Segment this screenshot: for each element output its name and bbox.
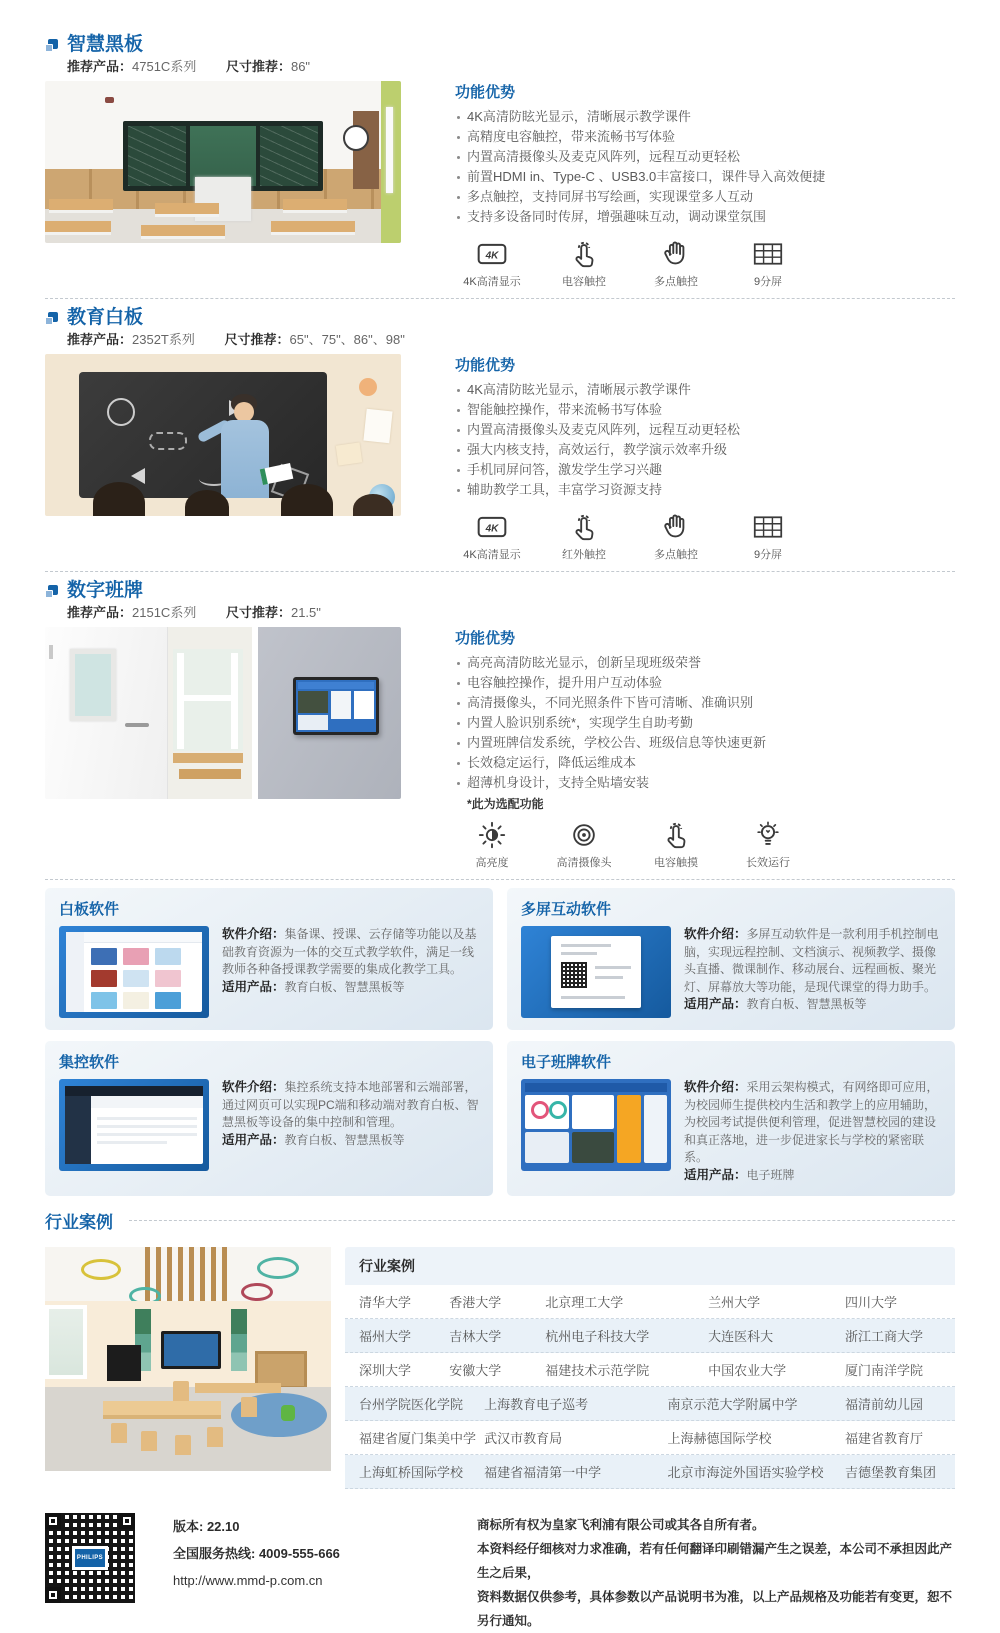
thumb-tile <box>123 948 149 965</box>
badge-label: 9分屏 <box>753 276 783 288</box>
thumb-tile <box>91 992 117 1009</box>
case-item: 南京示范大学附属中学 <box>667 1397 798 1412</box>
product-meta <box>67 59 955 75</box>
case-item: 上海虹桥国际学校 <box>359 1465 464 1480</box>
features-title: 功能优势 <box>455 84 516 101</box>
features-title: 功能优势 <box>455 357 516 374</box>
thumb-toolbar <box>84 932 202 943</box>
case-item: 吉林大学 <box>449 1329 502 1344</box>
thumb-orange-panel <box>617 1095 641 1163</box>
cases-table-title: 行业案例 <box>345 1247 955 1285</box>
photo-chair <box>175 1435 191 1455</box>
contact-info <box>173 1513 340 1594</box>
thumb-header <box>525 1083 667 1092</box>
recommended-size-label: 尺寸推荐： <box>224 332 290 347</box>
feature-item: 电容触控操作，提升用户互动体验 <box>455 673 955 693</box>
photo-sign-card <box>331 691 351 719</box>
software-description <box>222 1079 479 1171</box>
long-run-icon <box>753 820 783 850</box>
thumb-qr-code <box>561 962 587 988</box>
recommended-product-label: 推荐产品： <box>67 59 133 74</box>
case-item: 北京市海淀外国语实验学校 <box>667 1465 824 1480</box>
badge-infrared-touch <box>553 512 615 562</box>
case-item: 福清前幼儿园 <box>844 1397 923 1412</box>
applicable-label: 适用产品： <box>222 979 285 994</box>
software-cards <box>45 888 955 1196</box>
dashed-divider <box>45 879 955 880</box>
thumb-right-panel <box>644 1095 667 1163</box>
education-whiteboard-photo <box>45 354 401 516</box>
features-education-whiteboard <box>455 354 955 562</box>
badge-label: 4K高清显示 <box>463 549 521 561</box>
badge-long-run <box>737 820 799 870</box>
multiscreen-software-screenshot <box>521 926 671 1018</box>
thumb-card <box>572 1095 614 1129</box>
photo-chair <box>241 1397 257 1417</box>
features-smart-blackboard <box>455 81 955 289</box>
case-item: 安徽大学 <box>449 1363 502 1378</box>
thumb-tabs <box>91 1096 203 1108</box>
industry-cases-header <box>45 1208 955 1233</box>
photo-window <box>45 1305 87 1379</box>
thumb-text-line <box>561 952 597 955</box>
case-item: 大连医科大 <box>708 1329 774 1344</box>
recommended-product-label: 推荐产品： <box>67 332 133 347</box>
product-series: 2352T系列 <box>132 332 195 347</box>
case-item: 上海赫德国际学校 <box>667 1431 772 1446</box>
badge-label: 红外触控 <box>562 549 606 561</box>
case-item: 厦门南洋学院 <box>844 1363 923 1378</box>
thumb-tile <box>91 948 117 965</box>
thumb-text-line <box>561 996 625 999</box>
software-intro-text: 集控系统支持本地部署和云端部署，通过网页可以实现PC端和移动端对教育白板、智慧黑板等设备的集中控制和管理。 <box>222 1080 479 1129</box>
case-item: 清华大学 <box>359 1295 412 1310</box>
photo-teacher-body <box>221 420 269 498</box>
feature-item: 多点触控，支持同屏书写绘画，实现课堂多人互动 <box>455 187 955 207</box>
software-intro-label: 软件介绍： <box>222 927 285 941</box>
applicable-label: 适用产品： <box>684 1167 747 1182</box>
4k-icon <box>477 512 507 542</box>
dashed-divider <box>45 298 955 299</box>
case-item: 吉德堡教育集团 <box>844 1465 936 1480</box>
photo-desk <box>45 221 111 235</box>
recommended-product-label: 推荐产品： <box>67 605 133 620</box>
software-intro-text: 集备课、授课、云存储等功能以及基础教育资源为一体的交互式教学软件，满足一线教师各种备授课教学需要的集成化教学工具。 <box>222 927 477 976</box>
page-footer <box>45 1513 955 1633</box>
feature-item: 支持多设备同时传屏，增强趣味互动，调动课堂氛围 <box>455 207 955 227</box>
svg-text:4K: 4K <box>485 250 499 262</box>
photo-hex-light <box>81 1259 121 1280</box>
photo-green-column <box>231 1309 247 1371</box>
feature-item: 内置高清摄像头及麦克风阵列，远程互动更轻松 <box>455 420 955 440</box>
legal-line: 商标所有权为皇家飞利浦有限公司或其各自所有者。 <box>477 1518 765 1532</box>
recommended-size-label: 尺寸推荐： <box>225 59 291 74</box>
photo-desk <box>49 199 113 213</box>
section-title: 智慧黑板 <box>67 34 144 55</box>
photo-sign-header <box>298 682 374 689</box>
section-title: 教育白板 <box>67 307 144 328</box>
photo-hex-light <box>257 1257 299 1279</box>
photo-door-window <box>75 654 111 716</box>
feature-item: 4K高清防眩光显示，清晰展示教学课件 <box>455 380 955 400</box>
software-intro-label: 软件介绍： <box>684 1080 747 1094</box>
software-intro-text: 采用云架构模式，有网络即可应用，为校园师生提供校内生活和教学上的应用辅助，为校园考试提供便利管理，促进智慧校园的建设和真正落地，进一步促进家长与学校的紧密联系。 <box>684 1080 939 1164</box>
thumb-text-line <box>595 966 631 969</box>
photo-door-handle <box>125 723 149 727</box>
thumb-tile <box>123 992 149 1009</box>
section-digital-class-sign <box>45 580 955 870</box>
case-item: 中国农业大学 <box>708 1363 787 1378</box>
feature-item: 高亮高清防眩光显示，创新呈现班级荣誉 <box>455 653 955 673</box>
industry-cases-title: 行业案例 <box>45 1213 113 1232</box>
brightness-icon <box>477 820 507 850</box>
case-item: 福建技术示范学院 <box>545 1363 650 1378</box>
photo-desk <box>271 221 355 235</box>
badge-brightness <box>461 820 523 870</box>
photo-desk <box>141 225 225 239</box>
photo-student-head <box>281 484 333 516</box>
thumb-card <box>525 1132 569 1163</box>
legal-line: 资料数据仅供参考，具体参数以产品说明书为准，以上产品规格及功能若有变更，恕不另行通知。 <box>477 1590 953 1628</box>
photo-chalk-doodle <box>149 432 187 450</box>
photo-sign-card <box>354 691 374 719</box>
badge-label: 9分屏 <box>753 549 783 561</box>
smart-blackboard-photo <box>45 81 401 243</box>
photo-sign-card <box>298 715 328 730</box>
photo-chalk-doodle <box>107 398 135 426</box>
photo-desk <box>155 203 219 217</box>
version-text: 版本: 22.10 <box>173 1519 240 1534</box>
case-row <box>345 1353 955 1387</box>
photo-chair <box>111 1423 127 1443</box>
photo-chair <box>141 1431 157 1451</box>
qr-finder-pattern <box>45 1513 61 1529</box>
software-title: 白板软件 <box>59 901 120 918</box>
applicable-label: 适用产品： <box>684 997 747 1011</box>
hotline-text: 全国服务热线: 4009-555-666 <box>173 1546 340 1561</box>
legal-text <box>477 1513 955 1633</box>
photo-pillar <box>386 107 393 193</box>
thumb-table-row <box>97 1141 167 1144</box>
badge-multitouch <box>645 239 707 289</box>
digital-class-sign-photo <box>45 627 401 799</box>
photo-camera <box>105 97 114 103</box>
photo-window-frame <box>177 653 184 749</box>
case-row <box>345 1455 955 1489</box>
website-link[interactable]: http://www.mmd-p.com.cn <box>173 1573 323 1588</box>
photo-student-head <box>185 490 229 516</box>
thumb-text-line <box>595 976 623 979</box>
badge-label: 高亮度 <box>475 857 509 869</box>
dashed-rule <box>129 1220 955 1221</box>
badge-label: 电容触控 <box>562 276 606 288</box>
photo-toy <box>281 1405 295 1421</box>
qr-finder-pattern <box>119 1513 135 1529</box>
capacitive-touch-icon <box>661 820 691 850</box>
photo-chalk-arrow <box>123 468 145 484</box>
photo-screen <box>164 1334 218 1366</box>
product-series: 4751C系列 <box>132 59 197 74</box>
whiteboard-software-screenshot <box>59 926 209 1018</box>
photo-wall-poster <box>363 409 392 444</box>
applicable-text: 电子班牌 <box>746 1167 795 1182</box>
case-item: 深圳大学 <box>359 1363 412 1378</box>
section-bullet-icon <box>45 312 58 325</box>
infrared-touch-icon <box>569 512 599 542</box>
photo-clock <box>343 125 369 151</box>
feature-item: 高精度电容触控，带来流畅书写体验 <box>455 127 955 147</box>
thumb-tile <box>155 992 181 1009</box>
case-row <box>345 1319 955 1353</box>
photo-window-frame <box>231 653 238 749</box>
photo-chair <box>173 1381 189 1401</box>
applicable-text: 教育白板、智慧黑板等 <box>284 979 405 994</box>
thumb-donut-chart <box>531 1101 549 1119</box>
case-row <box>345 1421 955 1455</box>
feature-item: 内置班牌信发系统，学校公告、班级信息等快速更新 <box>455 733 955 753</box>
photo-student-head <box>353 494 393 516</box>
legal-line: 本资料经仔细核对力求准确，若有任何翻译印刷错漏产生之误差，本公司不承担因此产生之后果， <box>477 1542 953 1580</box>
photo-chalk-panel-right <box>260 126 318 186</box>
applicable-label: 适用产品： <box>222 1132 285 1147</box>
badge-4k <box>461 512 523 562</box>
kindergarten-classroom-photo <box>45 1247 331 1471</box>
thumb-text-line <box>561 944 611 947</box>
thumb-tile <box>155 948 181 965</box>
badge-label: 多点触控 <box>654 276 698 288</box>
case-item: 福建省教育厅 <box>844 1431 923 1446</box>
software-intro-label: 软件介绍： <box>222 1080 285 1094</box>
photo-wall-poster <box>336 442 363 465</box>
section-smart-blackboard <box>45 34 955 289</box>
case-item: 浙江工商大学 <box>844 1329 923 1344</box>
photo-sign-card <box>298 691 328 713</box>
photo-hex-light <box>241 1283 273 1301</box>
thumb-table-row <box>97 1133 197 1136</box>
camera-icon <box>569 820 599 850</box>
software-title: 电子班牌软件 <box>521 1054 612 1071</box>
badge-label: 高清摄像头 <box>556 857 612 869</box>
case-item: 福州大学 <box>359 1329 412 1344</box>
badge-capacitive-touch <box>645 820 707 870</box>
photo-table <box>103 1401 221 1419</box>
case-item: 武汉市教育局 <box>484 1431 563 1446</box>
philips-logo: PHILIPS <box>72 1546 108 1570</box>
product-sizes: 86" <box>290 59 311 74</box>
feature-item: 内置人脸识别系统*，实现学生自助考勤 <box>455 713 955 733</box>
central-control-software-screenshot <box>59 1079 209 1171</box>
feature-item: 手机同屏问答，激发学生学习兴趣 <box>455 460 955 480</box>
badge-multitouch <box>645 512 707 562</box>
case-item: 上海教育电子巡考 <box>484 1397 589 1412</box>
badge-label: 电容触摸 <box>654 857 698 869</box>
case-row <box>345 1387 955 1421</box>
feature-item: 强大内核支持，高效运行，教学演示效率升级 <box>455 440 955 460</box>
thumb-donut-chart <box>549 1101 567 1119</box>
feature-item: 智能触控操作，带来流畅书写体验 <box>455 400 955 420</box>
split-screen-icon <box>753 239 783 269</box>
feature-item: 前置HDMI in、Type-C 、USB3.0丰富接口，课件导入高效便捷 <box>455 167 955 187</box>
feature-item: 长效稳定运行，降低运维成本 <box>455 753 955 773</box>
product-meta <box>67 332 955 348</box>
photo-window-frame <box>177 695 238 701</box>
capacitive-touch-icon <box>569 239 599 269</box>
photo-table <box>195 1383 281 1393</box>
qr-finder-pattern <box>45 1587 61 1603</box>
case-item: 福建省厦门集美中学 <box>359 1431 477 1446</box>
photo-chalk-panel-left <box>128 126 186 186</box>
software-description <box>684 1079 941 1184</box>
photo-chairs <box>173 753 243 763</box>
thumb-sidebar <box>66 932 84 1012</box>
badge-hd-camera <box>553 820 615 870</box>
photo-desk <box>283 199 347 213</box>
multitouch-icon <box>661 239 691 269</box>
product-series: 2151C系列 <box>132 605 197 620</box>
section-bullet-icon <box>45 39 58 52</box>
dashed-divider <box>45 571 955 572</box>
photo-teacher-head <box>234 402 254 422</box>
photo-student-head <box>93 482 145 516</box>
multitouch-icon <box>661 512 691 542</box>
thumb-tile <box>155 970 181 987</box>
optional-feature-footnote: *此为选配功能 <box>467 797 544 811</box>
thumb-tile <box>91 970 117 987</box>
split-screen-icon <box>753 512 783 542</box>
feature-item: 辅助教学工具，丰富学习资源支持 <box>455 480 955 500</box>
feature-item: 高清摄像头，不同光照条件下皆可清晰、准确识别 <box>455 693 955 713</box>
software-description <box>684 926 941 1018</box>
feature-item: 超薄机身设计，支持全贴墙安装 <box>455 773 955 793</box>
case-item: 福建省福清第一中学 <box>484 1465 602 1480</box>
badge-label: 长效运行 <box>746 857 790 869</box>
thumb-sidebar <box>65 1096 91 1164</box>
case-item: 香港大学 <box>449 1295 502 1310</box>
badge-split-screen <box>737 512 799 562</box>
4k-icon <box>477 239 507 269</box>
case-item: 杭州电子科技大学 <box>545 1329 650 1344</box>
product-sizes: 21.5" <box>290 605 321 620</box>
badge-split-screen <box>737 239 799 289</box>
case-item: 兰州大学 <box>708 1295 761 1310</box>
product-sizes: 65"、75"、86"、98" <box>289 332 405 347</box>
case-item: 台州学院医化学院 <box>359 1397 464 1412</box>
card-class-sign-software <box>507 1041 955 1196</box>
product-meta <box>67 605 955 621</box>
software-title: 集控软件 <box>59 1054 120 1071</box>
software-title: 多屏互动软件 <box>521 901 612 918</box>
case-item: 北京理工大学 <box>545 1295 624 1310</box>
badge-capacitive-touch <box>553 239 615 289</box>
photo-door-hinge <box>49 645 53 659</box>
thumb-table-row <box>97 1117 197 1120</box>
card-multiscreen-software <box>507 888 955 1030</box>
feature-item: 内置高清摄像头及麦克风阵列，远程互动更轻松 <box>455 147 955 167</box>
photo-wall-poster <box>359 378 377 396</box>
photo-chairs <box>179 769 241 779</box>
badge-4k <box>461 239 523 289</box>
badge-label: 4K高清显示 <box>463 276 521 288</box>
features-digital-class-sign <box>455 627 955 870</box>
case-row <box>345 1285 955 1319</box>
applicable-text: 教育白板、智慧黑板等 <box>284 1132 405 1147</box>
qr-code <box>45 1513 135 1603</box>
card-central-control-software <box>45 1041 493 1196</box>
thumb-tile <box>123 970 149 987</box>
svg-text:4K: 4K <box>485 523 499 535</box>
thumb-photo <box>572 1132 614 1163</box>
photo-piano <box>107 1345 141 1381</box>
software-intro-label: 软件介绍： <box>684 927 747 941</box>
software-intro-text: 多屏互动软件是一款利用手机控制电脑，实现远程控制、文档演示、视频教学、摄像头直播、微课制作、移动展台、远程画板、聚光灯、屏幕放大等功能，是现代课堂的得力助手。 <box>684 927 939 994</box>
industry-cases-table <box>345 1247 955 1489</box>
card-whiteboard-software <box>45 888 493 1030</box>
recommended-size-label: 尺寸推荐： <box>225 605 291 620</box>
features-title: 功能优势 <box>455 630 516 647</box>
badge-label: 多点触控 <box>654 549 698 561</box>
feature-item: 4K高清防眩光显示，清晰展示教学课件 <box>455 107 955 127</box>
section-title: 数字班牌 <box>67 580 144 601</box>
section-education-whiteboard <box>45 307 955 562</box>
software-description <box>222 926 479 1018</box>
photo-chair <box>207 1427 223 1447</box>
applicable-text: 教育白板、智慧黑板等 <box>746 997 867 1011</box>
class-sign-software-screenshot <box>521 1079 671 1171</box>
thumb-table-row <box>97 1125 197 1128</box>
case-item: 四川大学 <box>844 1295 897 1310</box>
thumb-titlebar <box>65 1086 203 1096</box>
section-bullet-icon <box>45 585 58 598</box>
